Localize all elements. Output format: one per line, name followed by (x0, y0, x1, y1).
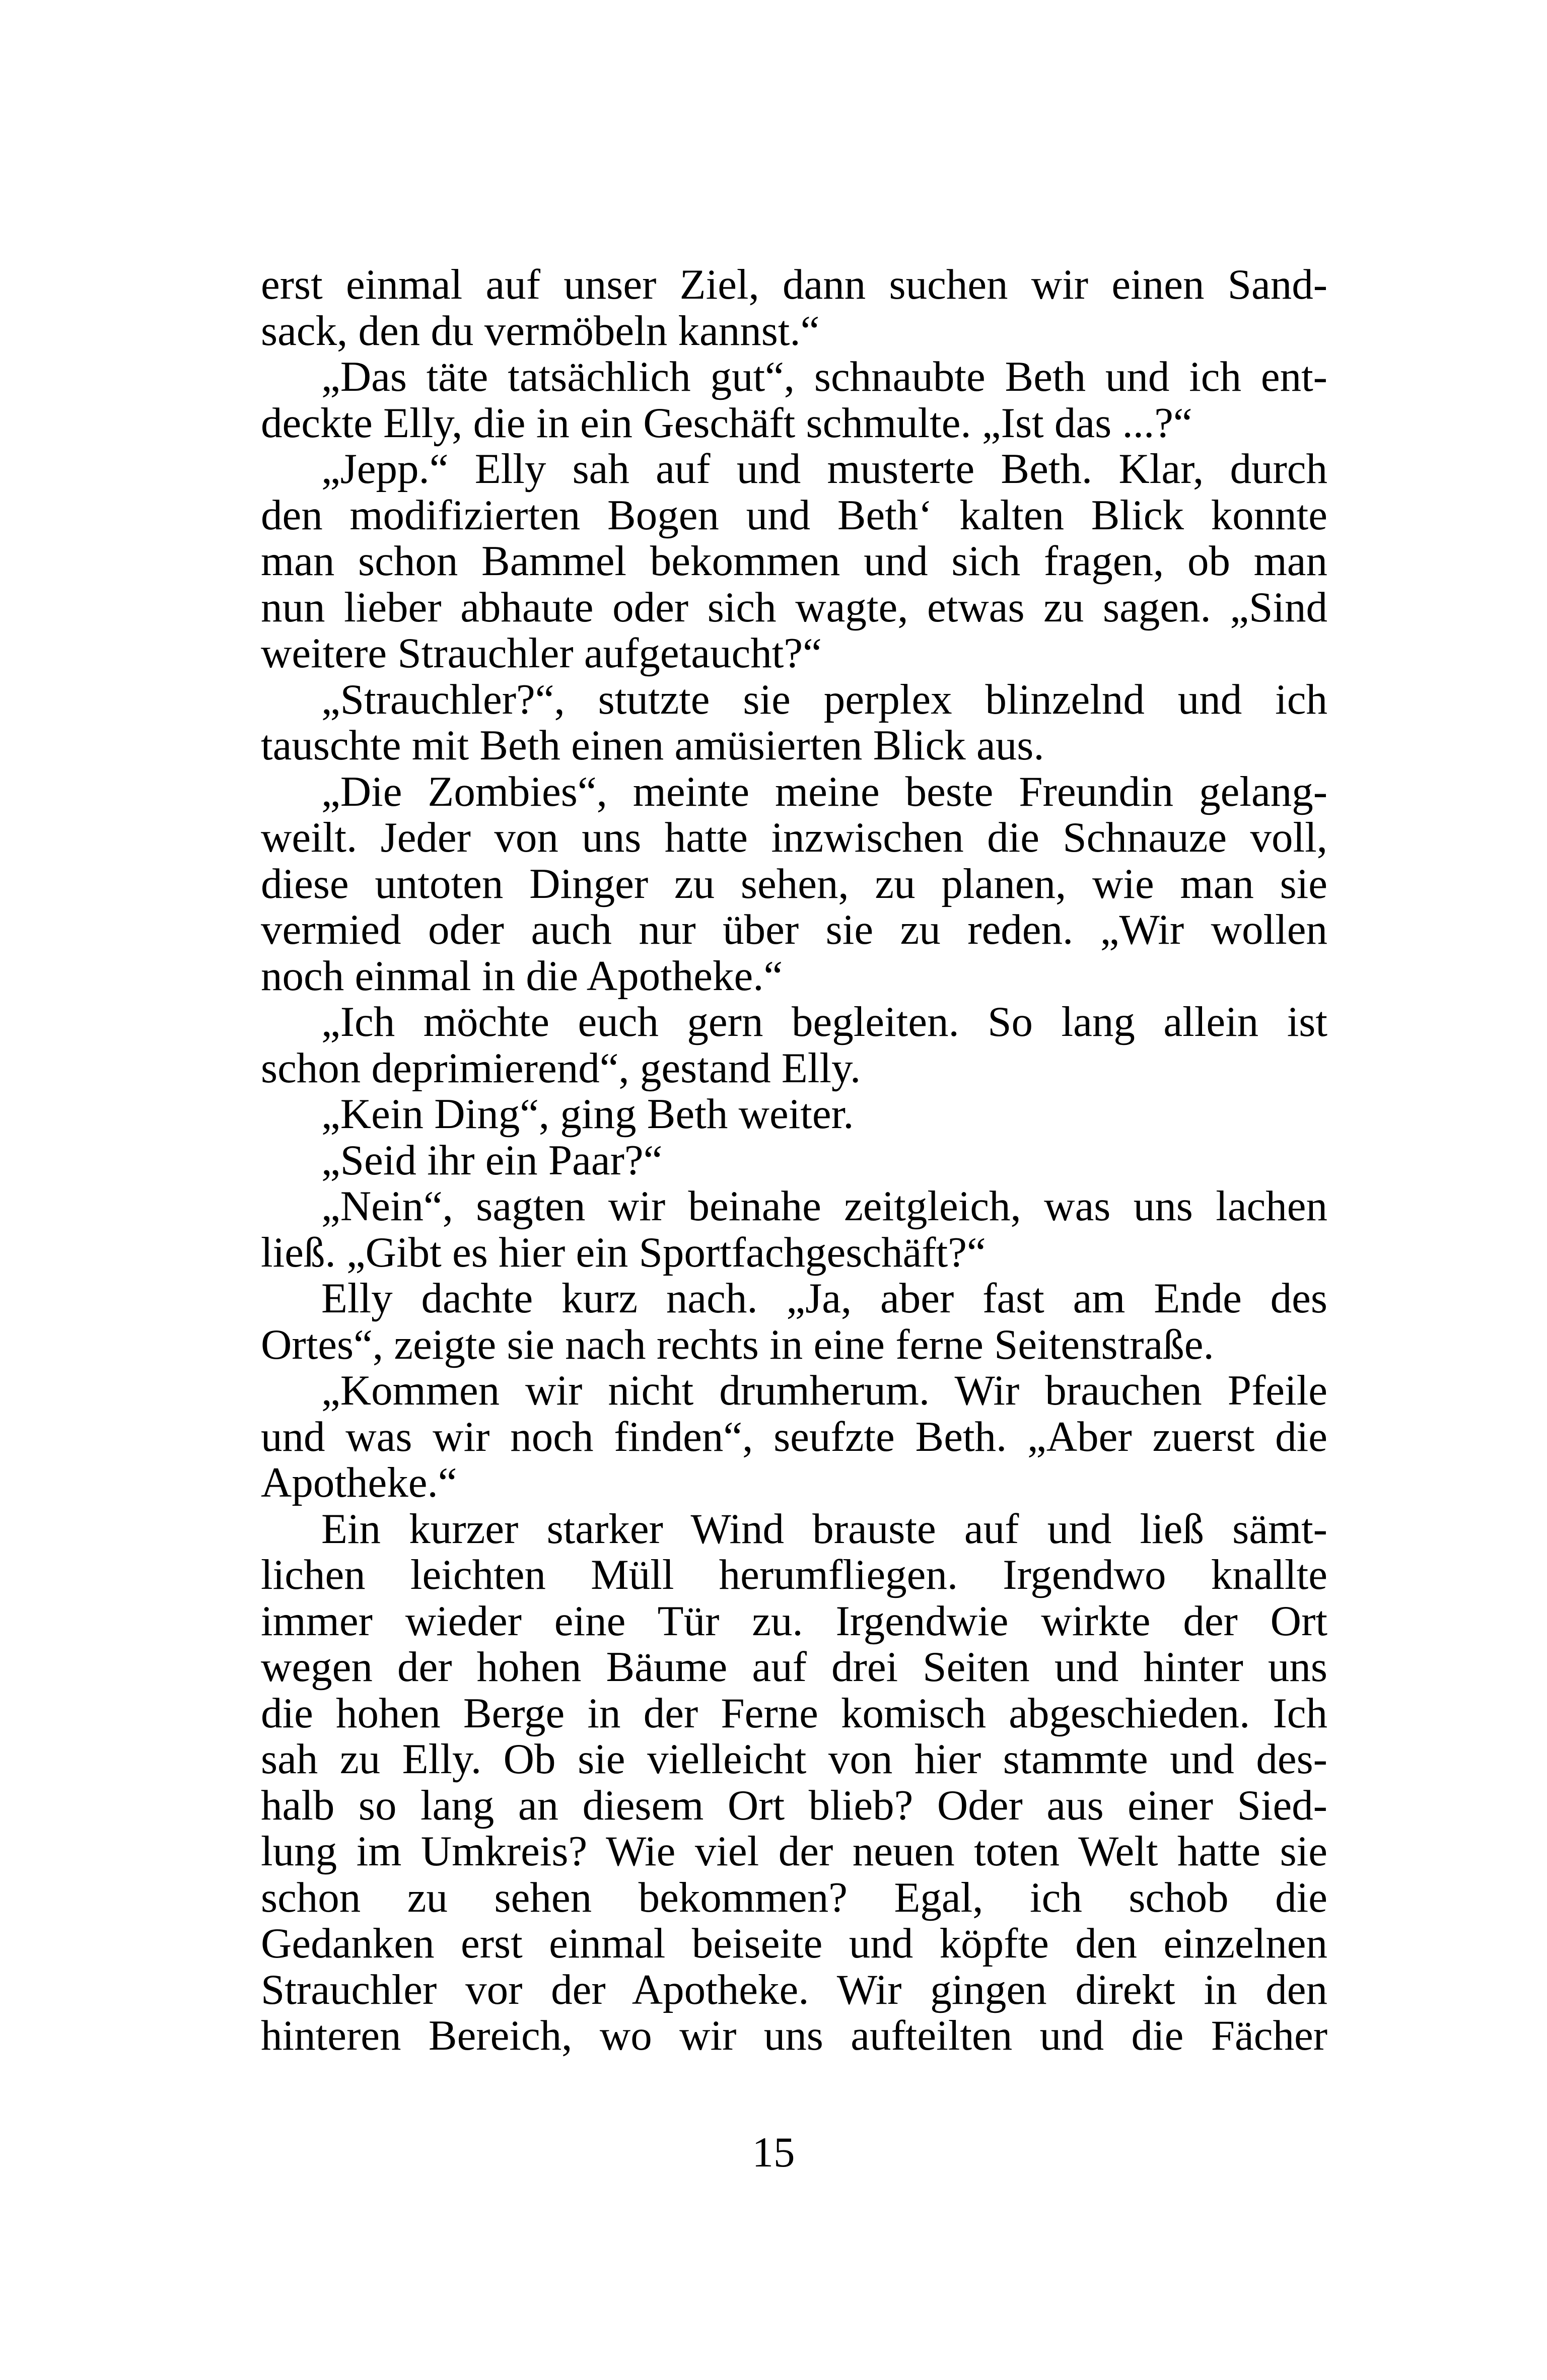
text-line: „Strauchler?“, stutzte sie perplex blinzelnd und ich (321, 675, 1327, 723)
text-line: schon zu sehen bekommen? Egal, ich schob die (261, 1873, 1327, 1921)
text-line: Ortes“, zeigte sie nach rechts in eine ferne Seitenstraße. (261, 1320, 1214, 1368)
text-line: Apotheke.“ (261, 1459, 457, 1506)
text-line: und was wir noch finden“, seufzte Beth. „Aber zuerst die (261, 1413, 1327, 1460)
text-line: vermied oder auch nur über sie zu reden. „Wir wollen (261, 906, 1327, 953)
text-line: diese untoten Dinger zu sehen, zu planen, wie man sie (261, 860, 1327, 907)
text-line: schon deprimierend“, gestand Elly. (261, 1044, 861, 1092)
text-line: den modifizierten Bogen und Beth‘ kalten Blick konnte (261, 491, 1327, 539)
text-line: immer wieder eine Tür zu. Irgendwie wirkte der Ort (261, 1597, 1327, 1645)
text-line: lung im Umkreis? Wie viel der neuen toten Welt hatte sie (261, 1828, 1327, 1875)
text-line: Elly dachte kurz nach. „Ja, aber fast am Ende des (321, 1275, 1327, 1322)
text-line: tauschte mit Beth einen amüsierten Blick aus. (261, 722, 1044, 769)
text-line: „Jepp.“ Elly sah auf und musterte Beth. Klar, durch (321, 445, 1327, 493)
text-line: „Nein“, sagten wir beinahe zeitgleich, was uns lachen (321, 1182, 1327, 1230)
text-line: nun lieber abhaute oder sich wagte, etwas zu sagen. „Sind (261, 583, 1327, 631)
text-line: „Seid ihr ein Paar?“ (321, 1136, 663, 1184)
text-line: Strauchler vor der Apotheke. Wir gingen direkt in den (261, 1966, 1327, 2013)
text-line: hinteren Bereich, wo wir uns aufteilten und die Fächer (261, 2012, 1327, 2059)
text-line: man schon Bammel bekommen und sich fragen, ob man (261, 537, 1327, 585)
text-line: halb so lang an diesem Ort blieb? Oder aus einer Sied- (261, 1781, 1327, 1829)
text-line: deckte Elly, die in ein Geschäft schmulte. „Ist das ...?“ (261, 399, 1192, 447)
page-number: 15 (752, 2129, 795, 2176)
text-line: die hohen Berge in der Ferne komisch abgeschieden. Ich (261, 1689, 1327, 1737)
text-line: ließ. „Gibt es hier ein Sportfachgeschäft?“ (261, 1228, 986, 1276)
text-line: „Die Zombies“, meinte meine beste Freundin gelang- (321, 767, 1327, 815)
text-line: „Ich möchte euch gern begleiten. So lang allein ist (321, 998, 1327, 1045)
text-line: weilt. Jeder von uns hatte inzwischen die Schnauze voll, (261, 814, 1327, 861)
text-line: erst einmal auf unser Ziel, dann suchen wir einen Sand- (261, 261, 1327, 308)
text-line: sah zu Elly. Ob sie vielleicht von hier stammte und des- (261, 1735, 1327, 1783)
text-line: Gedanken erst einmal beiseite und köpfte den einzelnen (261, 1920, 1327, 1967)
text-line: wegen der hohen Bäume auf drei Seiten und hinter uns (261, 1643, 1327, 1691)
text-line: lichen leichten Müll herumfliegen. Irgendwo knallte (261, 1551, 1327, 1598)
body-text (261, 262, 1327, 2059)
text-line: weitere Strauchler aufgetaucht?“ (261, 629, 822, 677)
text-line: Ein kurzer starker Wind brauste auf und ließ sämt- (321, 1505, 1327, 1553)
text-line: sack, den du vermöbeln kannst.“ (261, 307, 820, 355)
text-line: „Kein Ding“, ging Beth weiter. (321, 1090, 854, 1138)
text-line: noch einmal in die Apotheke.“ (261, 952, 783, 1000)
text-line: „Das täte tatsächlich gut“, schnaubte Beth und ich ent- (321, 353, 1327, 400)
text-line: „Kommen wir nicht drumherum. Wir brauchen Pfeile (321, 1367, 1327, 1414)
